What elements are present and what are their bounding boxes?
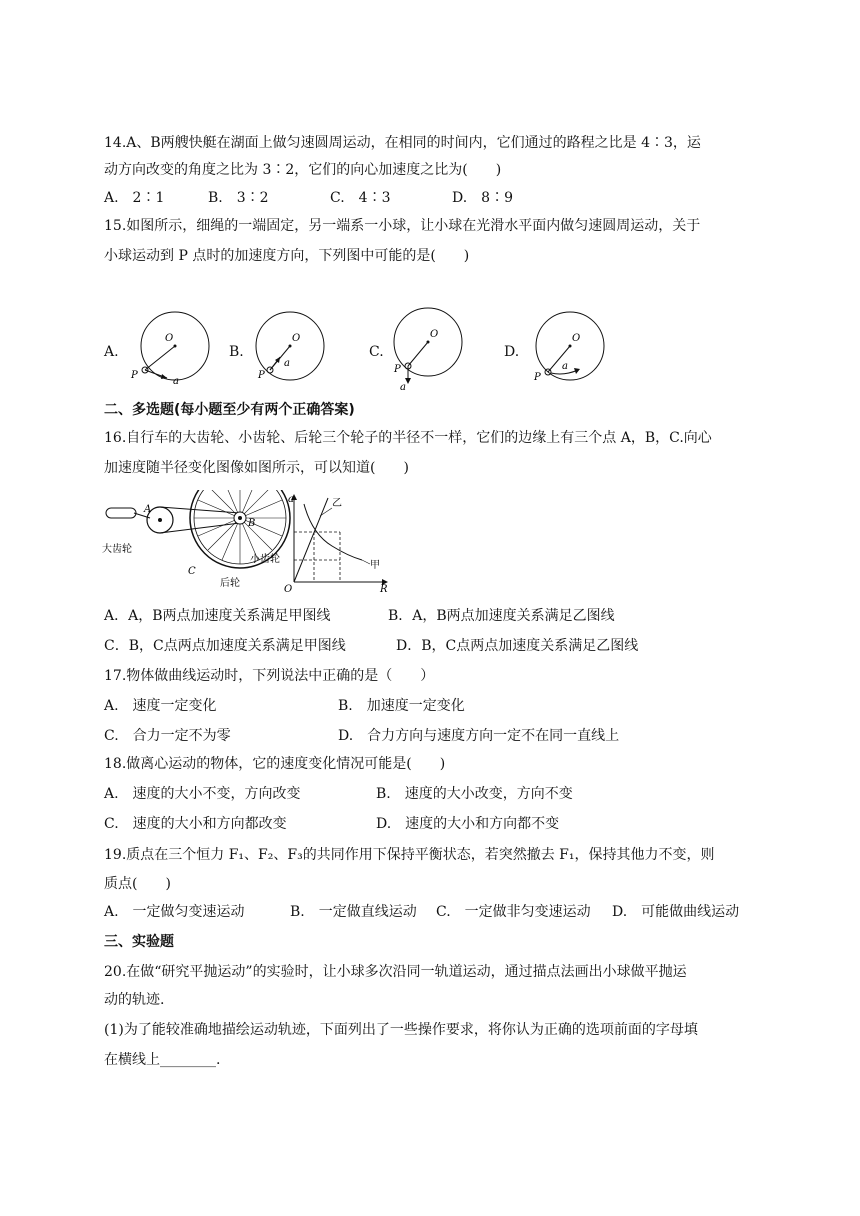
svg-text:P: P: [258, 370, 265, 381]
q15-figure-label-b: B.: [229, 344, 244, 360]
q18-option-c: C. 速度的大小和方向都改变: [104, 816, 287, 832]
svg-text:甲: 甲: [370, 560, 380, 571]
svg-text:B: B: [248, 518, 256, 529]
svg-text:O: O: [572, 333, 581, 344]
q20-line-4: 在横线上________.: [104, 1052, 221, 1068]
q19-line-1: 19.质点在三个恒力 F₁、F₂、F₃的共同作用下保持平衡状态，若突然撤去 F₁，保持其他力不变，则: [104, 847, 715, 863]
q19-option-d: D. 可能做曲线运动: [612, 904, 740, 920]
svg-text:大齿轮: 大齿轮: [102, 544, 132, 555]
q15-figure-label-d: D.: [504, 344, 520, 360]
q14-line-2: 动方向改变的角度之比为 3∶2，它们的向心加速度之比为( ): [104, 162, 502, 178]
q16-option-a: A．A，B两点加速度关系满足甲图线: [104, 608, 331, 624]
q17-stem: 17.物体做曲线运动时，下列说法中正确的是（ ）: [104, 668, 435, 684]
svg-text:O: O: [430, 329, 439, 340]
q16-option-b: B．A，B两点加速度关系满足乙图线: [388, 608, 615, 624]
svg-text:a: a: [400, 382, 406, 392]
svg-text:C: C: [188, 566, 196, 577]
svg-text:R: R: [380, 584, 388, 592]
svg-text:O: O: [284, 584, 293, 592]
svg-text:a: a: [562, 361, 568, 372]
q15-figure-a: [125, 306, 225, 390]
svg-text:乙: 乙: [332, 498, 342, 509]
q16-bicycle-figure: [102, 490, 292, 592]
q17-option-a: A. 速度一定变化: [104, 698, 217, 714]
q16-line-2: 加速度随半径变化图像如图所示，可以知道( ): [104, 460, 409, 476]
q15-figure-d: [528, 306, 628, 390]
svg-text:O: O: [165, 333, 174, 344]
section-3-heading: 三、实验题: [104, 934, 174, 950]
q20-line-3: (1)为了能较准确地描绘运动轨迹，下面列出了一些操作要求，将你认为正确的选项前面的字母填: [104, 1022, 698, 1038]
svg-text:a: a: [284, 358, 290, 369]
svg-text:a: a: [173, 376, 179, 387]
q18-stem: 18.做离心运动的物体，它的速度变化情况可能是( ): [104, 756, 446, 772]
q19-line-2: 质点( ): [104, 876, 171, 892]
q14-option-b: B. 3∶2: [208, 190, 269, 206]
q16-line-1: 16.自行车的大齿轮、小齿轮、后轮三个轮子的半径不一样，它们的边缘上有三个点 A，B，C.向心: [104, 430, 712, 446]
q14-option-a: A. 2∶1: [104, 190, 165, 206]
q18-option-d: D. 速度的大小和方向都不变: [376, 816, 560, 832]
q16-graph: [282, 490, 392, 592]
q19-option-a: A. 一定做匀变速运动: [104, 904, 245, 920]
q15-figure-c: [388, 302, 488, 392]
q17-option-d: D. 合力方向与速度方向一定不在同一直线上: [338, 728, 620, 744]
q15-figure-label-a: A.: [104, 344, 119, 360]
q15-figure-label-c: C.: [369, 344, 384, 360]
q18-option-b: B. 速度的大小改变，方向不变: [376, 786, 573, 802]
svg-text:小齿轮: 小齿轮: [250, 554, 280, 565]
svg-text:a: a: [288, 494, 294, 505]
section-2-heading: 二、多选题(每小题至少有两个正确答案): [104, 402, 355, 418]
svg-text:P: P: [394, 364, 401, 375]
svg-text:P: P: [131, 370, 138, 381]
q15-line-1: 15.如图所示，细绳的一端固定，另一端系一小球，让小球在光滑水平面内做匀速圆周运动，关于: [104, 218, 701, 234]
q15-figure-b: [250, 306, 350, 390]
q18-option-a: A. 速度的大小不变，方向改变: [104, 786, 301, 802]
q15-line-2: 小球运动到 P 点时的加速度方向，下列图中可能的是( ): [104, 248, 470, 264]
q16-option-d: D．B，C点两点加速度关系满足乙图线: [396, 638, 639, 654]
svg-text:O: O: [292, 333, 301, 344]
q14-option-c: C. 4∶3: [330, 190, 391, 206]
q17-option-c: C. 合力一定不为零: [104, 728, 231, 744]
svg-text:A: A: [144, 504, 152, 515]
q17-option-b: B. 加速度一定变化: [338, 698, 465, 714]
q19-option-c: C. 一定做非匀变速运动: [436, 904, 591, 920]
q14-line-1: 14.A、B两艘快艇在湖面上做匀速圆周运动，在相同的时间内，它们通过的路程之比是 4∶3，运: [104, 135, 701, 151]
q19-option-b: B. 一定做直线运动: [290, 904, 417, 920]
q16-option-c: C．B，C点两点加速度关系满足甲图线: [104, 638, 346, 654]
q14-option-d: D. 8∶9: [452, 190, 513, 206]
q20-line-2: 动的轨迹.: [104, 992, 165, 1008]
q20-line-1: 20.在做“研究平抛运动”的实验时，让小球多次沿同一轨道运动，通过描点法画出小球做平抛运: [104, 964, 687, 980]
svg-text:P: P: [534, 372, 541, 383]
svg-text:后轮: 后轮: [220, 578, 240, 589]
